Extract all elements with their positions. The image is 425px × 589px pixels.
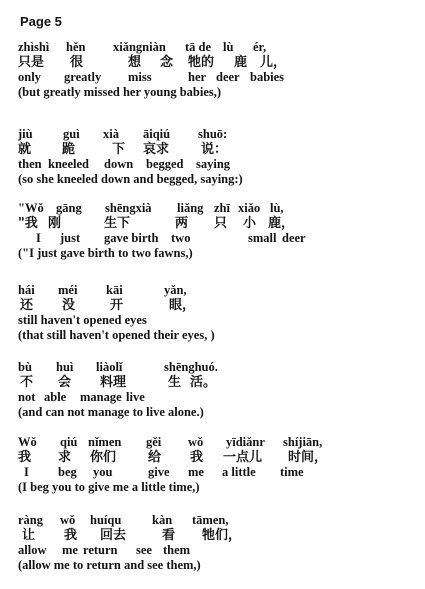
verse-block	[18, 127, 418, 187]
pinyin-word: zhìshì	[18, 40, 50, 54]
pinyin-word: nǐmen	[88, 435, 122, 449]
hanzi-word: 我	[190, 450, 204, 465]
english-word: live	[126, 390, 145, 404]
pinyin-word: ér,	[253, 40, 267, 54]
english-word: only	[18, 70, 41, 84]
hanzi-word: 就	[18, 142, 32, 157]
pinyin-word: bù	[18, 360, 32, 374]
pinyin-word: shuō:	[198, 127, 228, 141]
pinyin-word: qiú	[60, 435, 78, 449]
hanzi-word: 开	[110, 298, 124, 313]
english-word: time	[280, 465, 304, 479]
english-line	[18, 70, 418, 85]
hanzi-word: 儿，	[260, 55, 287, 70]
pinyin-word: wǒ	[60, 513, 76, 527]
page-label: Page 5	[20, 14, 62, 29]
pinyin-word: shíjiān,	[283, 435, 323, 449]
verse-block	[18, 513, 418, 573]
hanzi-word: 求	[58, 450, 72, 465]
hanzi-word: 给	[148, 450, 162, 465]
hanzi-word: "我	[18, 216, 38, 231]
pinyin-word: kàn	[152, 513, 173, 527]
hanzi-line	[18, 216, 418, 231]
hanzi-line	[18, 142, 418, 157]
pinyin-word: huíqu	[90, 513, 122, 527]
pinyin-word: liǎng	[177, 201, 204, 215]
hanzi-word: 还	[20, 298, 34, 313]
pinyin-word: xià	[103, 127, 119, 141]
english-word: beg	[58, 465, 77, 479]
english-word: I	[36, 231, 41, 245]
english-word: still haven't opened eyes	[18, 313, 147, 327]
translation-line: (so she kneeled down and begged, saying:)	[18, 172, 243, 186]
pinyin-word: wǒ	[188, 435, 204, 449]
pinyin-word: hěn	[66, 40, 86, 54]
pinyin-word: tāmen,	[192, 513, 229, 527]
hanzi-word: 我	[18, 450, 32, 465]
pinyin-line	[18, 513, 418, 528]
english-line	[18, 390, 418, 405]
english-word: them	[163, 543, 191, 557]
verse-block	[18, 40, 418, 100]
english-word: deer	[216, 70, 240, 84]
english-word: greatly	[64, 70, 102, 84]
hanzi-word: 让	[22, 528, 36, 543]
hanzi-word: 不	[20, 375, 34, 390]
verse-block	[18, 435, 418, 495]
english-word: allow	[18, 543, 47, 557]
english-word: small	[248, 231, 277, 245]
english-word: babies	[250, 70, 285, 84]
english-word: I	[24, 465, 29, 479]
hanzi-word: 哀求	[143, 142, 170, 157]
pinyin-line	[18, 360, 418, 375]
hanzi-word: 小	[243, 216, 257, 231]
pinyin-word: guì	[63, 127, 80, 141]
pinyin-word: lù,	[270, 201, 284, 215]
pinyin-line	[18, 283, 418, 298]
pinyin-line	[18, 127, 418, 142]
english-word: a little	[222, 465, 256, 479]
hanzi-word: 念	[160, 55, 174, 70]
hanzi-word: 活。	[190, 375, 217, 390]
hanzi-line	[18, 375, 418, 390]
english-line	[18, 313, 418, 328]
hanzi-word: 一点儿	[223, 450, 263, 465]
translation-line: (I beg you to give me a little time,)	[18, 480, 200, 494]
pinyin-word: hái	[18, 283, 35, 297]
pinyin-word: liàolǐ	[96, 360, 123, 374]
pinyin-word: shēngxià	[105, 201, 152, 215]
english-word: kneeled	[48, 157, 89, 171]
verse-block	[18, 360, 418, 420]
hanzi-word: 说：	[201, 142, 228, 157]
hanzi-word: 会	[58, 375, 72, 390]
english-word: just	[60, 231, 81, 245]
english-word: give	[148, 465, 170, 479]
english-word: two	[171, 231, 191, 245]
english-word: gave birth	[104, 231, 159, 245]
english-word: begged	[146, 157, 184, 171]
english-word: able	[44, 390, 67, 404]
pinyin-word: shēnghuó.	[164, 360, 218, 374]
verse-block	[18, 283, 418, 343]
english-line	[18, 543, 418, 558]
hanzi-word: 两	[175, 216, 189, 231]
pinyin-line	[18, 40, 418, 55]
hanzi-word: 牠们，	[202, 528, 242, 543]
translation-line: (allow me to return and see them,)	[18, 558, 201, 572]
english-word: me	[188, 465, 204, 479]
pinyin-line	[18, 435, 418, 450]
english-line	[18, 465, 418, 480]
hanzi-word: 很	[70, 55, 84, 70]
translation-line: (that still haven't opened their eyes, )	[18, 328, 215, 342]
pinyin-word: ràng	[18, 513, 43, 527]
hanzi-word: 想	[128, 55, 142, 70]
pinyin-word: āiqiú	[143, 127, 171, 141]
english-line	[18, 231, 418, 246]
pinyin-word: xiǎngniàn	[113, 40, 166, 54]
hanzi-word: 生下	[104, 216, 131, 231]
hanzi-word: 眼，	[169, 298, 196, 313]
english-line	[18, 157, 418, 172]
english-word: saying	[196, 157, 231, 171]
english-word: you	[93, 465, 113, 479]
pinyin-word: gěi	[146, 435, 162, 449]
hanzi-word: 我	[64, 528, 78, 543]
english-word: manage	[80, 390, 122, 404]
hanzi-word: 时间，	[288, 450, 328, 465]
hanzi-word: 你们	[90, 450, 117, 465]
hanzi-word: 鹿	[234, 55, 248, 70]
translation-line: ("I just gave birth to two fawns,)	[18, 246, 193, 260]
english-word: see	[136, 543, 152, 557]
pinyin-word: "Wǒ	[18, 201, 44, 215]
english-word: her	[188, 70, 207, 84]
english-word: then	[18, 157, 42, 171]
verse-block	[18, 201, 418, 261]
hanzi-word: 刚	[48, 216, 62, 231]
english-word: return	[83, 543, 118, 557]
pinyin-word: yīdiǎnr	[226, 435, 265, 449]
pinyin-word: huì	[56, 360, 74, 374]
pinyin-word: Wǒ	[18, 435, 37, 449]
hanzi-word: 看	[162, 528, 176, 543]
english-word: down	[104, 157, 134, 171]
translation-line: (but greatly missed her young babies,)	[18, 85, 222, 99]
pinyin-word: gāng	[56, 201, 82, 215]
pinyin-word: kāi	[106, 283, 123, 297]
pinyin-word: méi	[58, 283, 78, 297]
hanzi-word: 回去	[100, 528, 127, 543]
pinyin-line	[18, 201, 418, 216]
hanzi-word: 只	[214, 216, 228, 231]
hanzi-word: 下	[112, 142, 126, 157]
hanzi-line	[18, 55, 418, 70]
english-word: me	[62, 543, 78, 557]
hanzi-word: 料理	[100, 375, 127, 390]
hanzi-line	[18, 450, 418, 465]
hanzi-word: 牠的	[188, 55, 215, 70]
hanzi-word: 跪	[62, 142, 76, 157]
pinyin-word: lù	[223, 40, 234, 54]
translation-line: (and can not manage to live alone.)	[18, 405, 204, 419]
hanzi-word: 只是	[18, 55, 45, 70]
pinyin-word: tā de	[185, 40, 212, 54]
hanzi-line	[18, 528, 418, 543]
english-word: miss	[128, 70, 152, 84]
pinyin-word: jiù	[18, 127, 33, 141]
pinyin-word: yǎn,	[164, 283, 187, 297]
english-word: not	[18, 390, 36, 404]
hanzi-word: 生	[168, 375, 182, 390]
hanzi-word: 鹿，	[268, 216, 295, 231]
hanzi-line	[18, 298, 418, 313]
english-word: deer	[282, 231, 306, 245]
pinyin-word: xiǎo	[238, 201, 261, 215]
hanzi-word: 没	[62, 298, 76, 313]
pinyin-word: zhī	[214, 201, 230, 215]
